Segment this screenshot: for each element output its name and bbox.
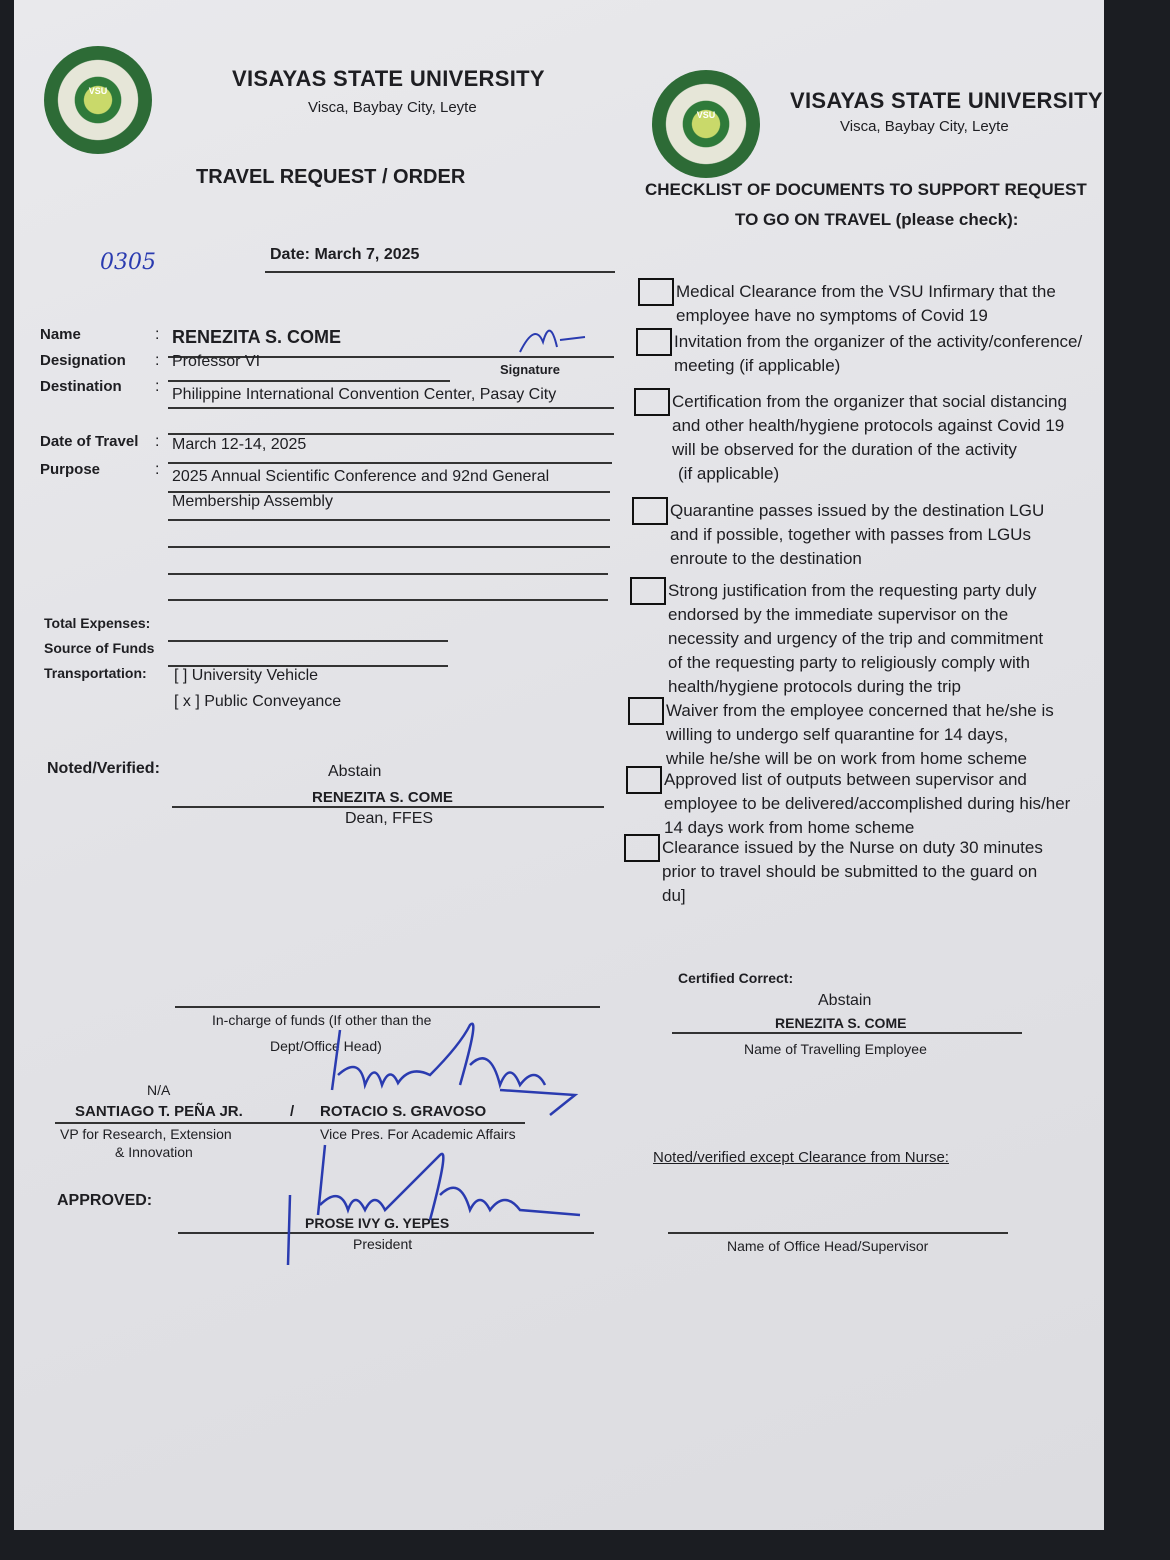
checklist-checkbox[interactable] — [628, 697, 664, 725]
transport-public-conveyance[interactable]: [ x ] Public Conveyance — [174, 693, 342, 710]
checklist-checkbox[interactable] — [634, 388, 670, 416]
checklist-item-text: of the requesting party to religiously comply with — [668, 653, 1030, 672]
purpose-value-cont: Membership Assembly — [172, 493, 333, 510]
vp-signature — [320, 1005, 590, 1125]
checklist-item-text: endorsed by the immediate supervisor on the — [668, 605, 1009, 624]
checklist-item-text: Medical Clearance from the VSU Infirmary that the — [676, 282, 1056, 301]
name-label: Name — [40, 326, 81, 343]
checklist-item-text: will be observed for the duration of the activity — [672, 440, 1017, 459]
checklist-item-text: and if possible, together with passes from LGUs — [670, 525, 1031, 544]
vp-research-title-2: & Innovation — [115, 1144, 193, 1160]
vp-research-title-1: VP for Research, Extension — [60, 1126, 232, 1142]
certified-caption: Name of Travelling Employee — [744, 1041, 927, 1057]
date-of-travel-label: Date of Travel — [40, 433, 139, 450]
checklist-item-text: Clearance issued by the Nurse on duty 30 minutes — [662, 838, 1043, 857]
date-field: Date: March 7, 2025 — [270, 246, 420, 263]
funds-label-1: In-charge of funds (If other than the — [212, 1012, 432, 1028]
destination-value: Philippine International Convention Center, Pasay City — [172, 386, 557, 403]
university-seal-left: VSU — [44, 46, 152, 154]
designation-value: Professor VI — [172, 353, 261, 370]
noted-except-label: Noted/verified except Clearance from Nurse: — [653, 1149, 949, 1166]
transport-university-vehicle[interactable]: [ ] University Vehicle — [174, 667, 319, 684]
checklist-item-text: enroute to the destination — [670, 549, 862, 568]
checklist-item-text: necessity and urgency of the trip and commitment — [668, 629, 1044, 648]
checklist-title-2: TO GO ON TRAVEL (please check): — [735, 210, 1019, 229]
checklist-item-text: (if applicable) — [678, 464, 780, 483]
funds-label-2: Dept/Office Head) — [270, 1038, 382, 1054]
destination-label: Destination — [40, 378, 122, 395]
checklist-item-text: and other health/hygiene protocols against Covid 19 — [672, 416, 1065, 435]
certified-name: RENEZITA S. COME — [775, 1015, 907, 1031]
noted-status: Abstain — [328, 763, 382, 780]
designation-label: Designation — [40, 352, 126, 369]
name-separator: / — [290, 1103, 295, 1120]
checklist-item-text: 14 days work from home scheme — [664, 818, 915, 837]
vp-academic-name: ROTACIO S. GRAVOSO — [320, 1103, 487, 1120]
date-of-travel-value: March 12-14, 2025 — [172, 436, 307, 453]
signature-label: Signature — [500, 362, 560, 377]
president-name: PROSE IVY G. YEPES — [305, 1215, 450, 1231]
checklist-item-text: Waiver from the employee concerned that he/she is — [666, 701, 1054, 720]
source-of-funds-label: Source of Funds — [44, 640, 155, 656]
checklist-checkbox[interactable] — [624, 834, 660, 862]
checklist-item-text: employee to be delivered/accomplished during his/her — [664, 794, 1071, 813]
university-name-left: VISAYAS STATE UNIVERSITY — [232, 66, 545, 91]
checklist-checkbox[interactable] — [626, 766, 662, 794]
checklist-title-1: CHECKLIST OF DOCUMENTS TO SUPPORT REQUEST — [645, 180, 1087, 199]
checklist-item-text: while he/she will be on work from home scheme — [666, 749, 1027, 768]
university-seal-right: VSU — [652, 70, 760, 178]
noted-verified-label: Noted/Verified: — [47, 760, 160, 777]
checklist-item-text: willing to undergo self quarantine for 14 days, — [666, 725, 1009, 744]
purpose-value: 2025 Annual Scientific Conference and 92nd General — [172, 468, 550, 485]
noted-position: Dean, FFES — [345, 810, 434, 827]
checklist-item-text: Certification from the organizer that social distancing — [672, 392, 1067, 411]
approved-label: APPROVED: — [57, 1192, 153, 1209]
checklist-item-text: prior to travel should be submitted to the guard on — [662, 862, 1038, 881]
checklist-item-text: Strong justification from the requesting party duly — [668, 581, 1037, 600]
checklist-item-text: meeting (if applicable) — [674, 356, 841, 375]
name-value: RENEZITA S. COME — [172, 327, 342, 347]
checklist-item-text: health/hygiene protocols during the trip — [668, 677, 961, 696]
checklist-checkbox[interactable] — [632, 497, 668, 525]
checklist-item-text: du] — [662, 886, 686, 905]
president-signature — [280, 1135, 590, 1270]
na-text: N/A — [147, 1082, 171, 1098]
noted-name: RENEZITA S. COME — [312, 789, 453, 806]
checklist-checkbox[interactable] — [636, 328, 672, 356]
vp-academic-title: Vice Pres. For Academic Affairs — [320, 1126, 516, 1142]
control-number: 0305 — [100, 250, 156, 275]
university-name-right: VISAYAS STATE UNIVERSITY — [790, 88, 1103, 113]
certified-label: Certified Correct: — [678, 970, 794, 986]
university-address-right: Visca, Baybay City, Leyte — [840, 118, 1009, 135]
total-expenses-label: Total Expenses: — [44, 615, 151, 631]
checklist-item-text: employee have no symptoms of Covid 19 — [676, 306, 988, 325]
checklist-item-text: Quarantine passes issued by the destination LGU — [670, 501, 1045, 520]
checklist-item-text: Approved list of outputs between supervisor and — [664, 770, 1027, 789]
office-head-caption: Name of Office Head/Supervisor — [727, 1238, 929, 1254]
purpose-label: Purpose — [40, 461, 101, 478]
certified-status: Abstain — [818, 992, 872, 1009]
president-title: President — [353, 1236, 413, 1252]
checklist-item-text: Invitation from the organizer of the activity/conference/ — [674, 332, 1083, 351]
signature-mark — [515, 312, 590, 362]
university-address-left: Visca, Baybay City, Leyte — [308, 99, 477, 116]
vp-research-name: SANTIAGO T. PEÑA JR. — [75, 1103, 243, 1120]
transportation-label: Transportation: — [44, 665, 147, 681]
form-title: TRAVEL REQUEST / ORDER — [196, 166, 466, 188]
checklist-checkbox[interactable] — [630, 577, 666, 605]
checklist-checkbox[interactable] — [638, 278, 674, 306]
